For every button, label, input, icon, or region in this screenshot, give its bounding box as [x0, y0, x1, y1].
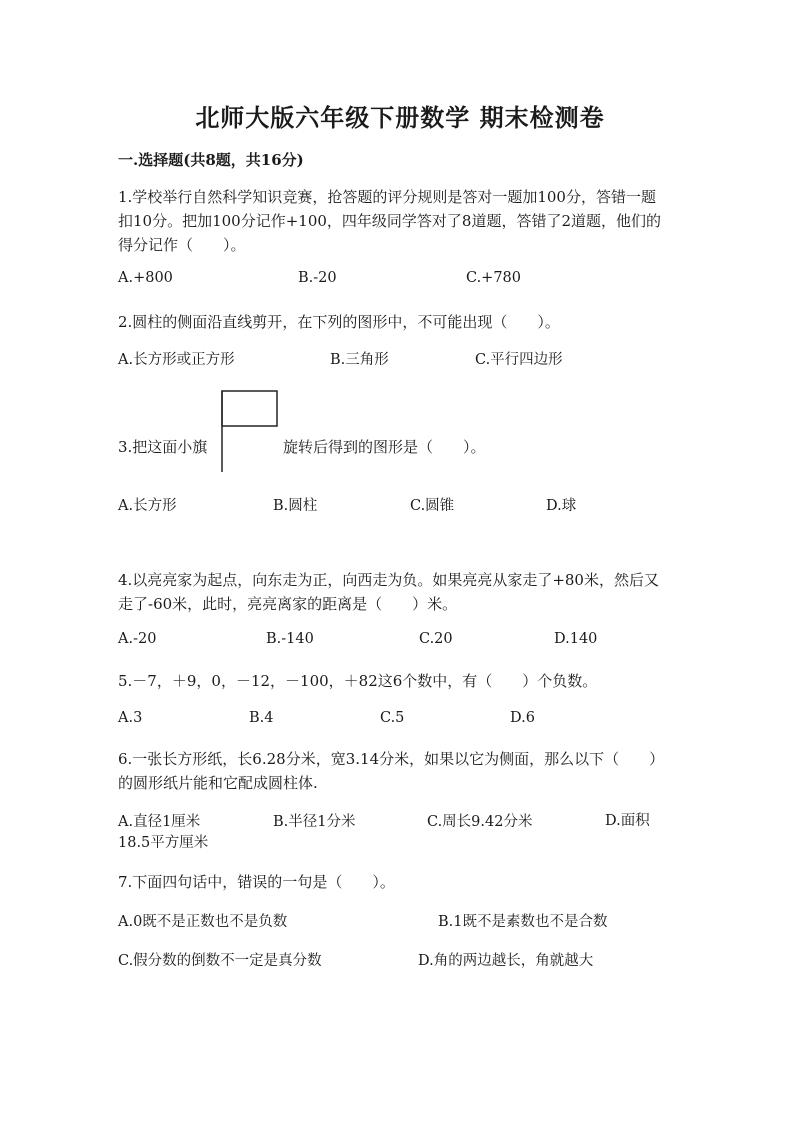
question-4-option-d[interactable]: D.140 — [554, 631, 598, 647]
question-7-option-a[interactable]: A.0既不是正数也不是负数 — [118, 914, 288, 930]
question-3-option-c[interactable]: C.圆锥 — [410, 498, 455, 514]
question-3-option-d[interactable]: D.球 — [546, 498, 577, 514]
question-2-option-a[interactable]: A.长方形或正方形 — [118, 352, 235, 368]
question-4-text: 4.以亮亮家为起点，向东走为正，向西走为负。如果亮亮从家走了+80米，然后又走了-60米，此时，亮亮离家的距离是（ ）米。 — [118, 571, 659, 613]
question-7-option-c[interactable]: C.假分数的倒数不一定是真分数 — [118, 953, 322, 969]
question-6-option-c[interactable]: C.周长9.42分米 — [427, 814, 533, 830]
question-5-option-c[interactable]: C.5 — [380, 710, 405, 726]
question-2-text: 2.圆柱的侧面沿直线剪开，在下列的图形中，不可能出现（ ）。 — [118, 313, 560, 331]
question-1-text: 1.学校举行自然科学知识竞赛，抢答题的评分规则是答对一题加100分，答错一题扣10分。把加100分记作+100，四年级同学答对了8道题，答错了2道题，他们的得分记作（ ）。 — [118, 188, 662, 254]
flag-rectangle — [222, 391, 277, 426]
question-1-option-a[interactable]: A.+800 — [118, 270, 173, 286]
flag-figure — [218, 390, 282, 474]
question-3-option-a[interactable]: A.长方形 — [118, 498, 177, 514]
question-1-option-c[interactable]: C.+780 — [466, 270, 522, 286]
section-heading: 一.选择题(共8题，共16分) — [118, 151, 304, 169]
question-4-option-a[interactable]: A.-20 — [118, 631, 157, 647]
question-4-option-c[interactable]: C.20 — [419, 631, 453, 647]
question-7-text: 7.下面四句话中，错误的一句是（ ）。 — [118, 873, 395, 891]
question-1-option-b[interactable]: B.-20 — [298, 270, 337, 286]
question-5-text: 5.－7，＋9，0，－12，－100，＋82这6个数中，有（ ）个负数。 — [118, 672, 598, 690]
question-7-option-d[interactable]: D.角的两边越长，角就越大 — [418, 953, 594, 969]
question-5-option-a[interactable]: A.3 — [118, 710, 143, 726]
question-5-option-b[interactable]: B.4 — [249, 710, 274, 726]
question-7-option-b[interactable]: B.1既不是素数也不是合数 — [438, 914, 608, 930]
question-6-option-d[interactable]: D.面积18.5平方厘米 — [118, 813, 650, 851]
question-3-option-b[interactable]: B.圆柱 — [273, 498, 318, 514]
question-6-option-a[interactable]: A.直径1厘米 — [118, 814, 201, 830]
question-3-text-before: 3.把这面小旗 — [118, 438, 208, 456]
question-2-option-b[interactable]: B.三角形 — [330, 352, 389, 368]
question-6-option-b[interactable]: B.半径1分米 — [273, 814, 356, 830]
question-6-text: 6.一张长方形纸，长6.28分米，宽3.14分米，如果以它为侧面，那么以下（ ）的圆形纸片能和它配成圆柱体. — [118, 750, 665, 792]
page-title: 北师大版六年级下册数学 期末检测卷 — [195, 103, 605, 132]
question-3-text-after: 旋转后得到的图形是（ ）。 — [283, 438, 486, 456]
question-2-option-c[interactable]: C.平行四边形 — [475, 352, 563, 368]
question-4-option-b[interactable]: B.-140 — [266, 631, 314, 647]
question-5-option-d[interactable]: D.6 — [510, 710, 535, 726]
